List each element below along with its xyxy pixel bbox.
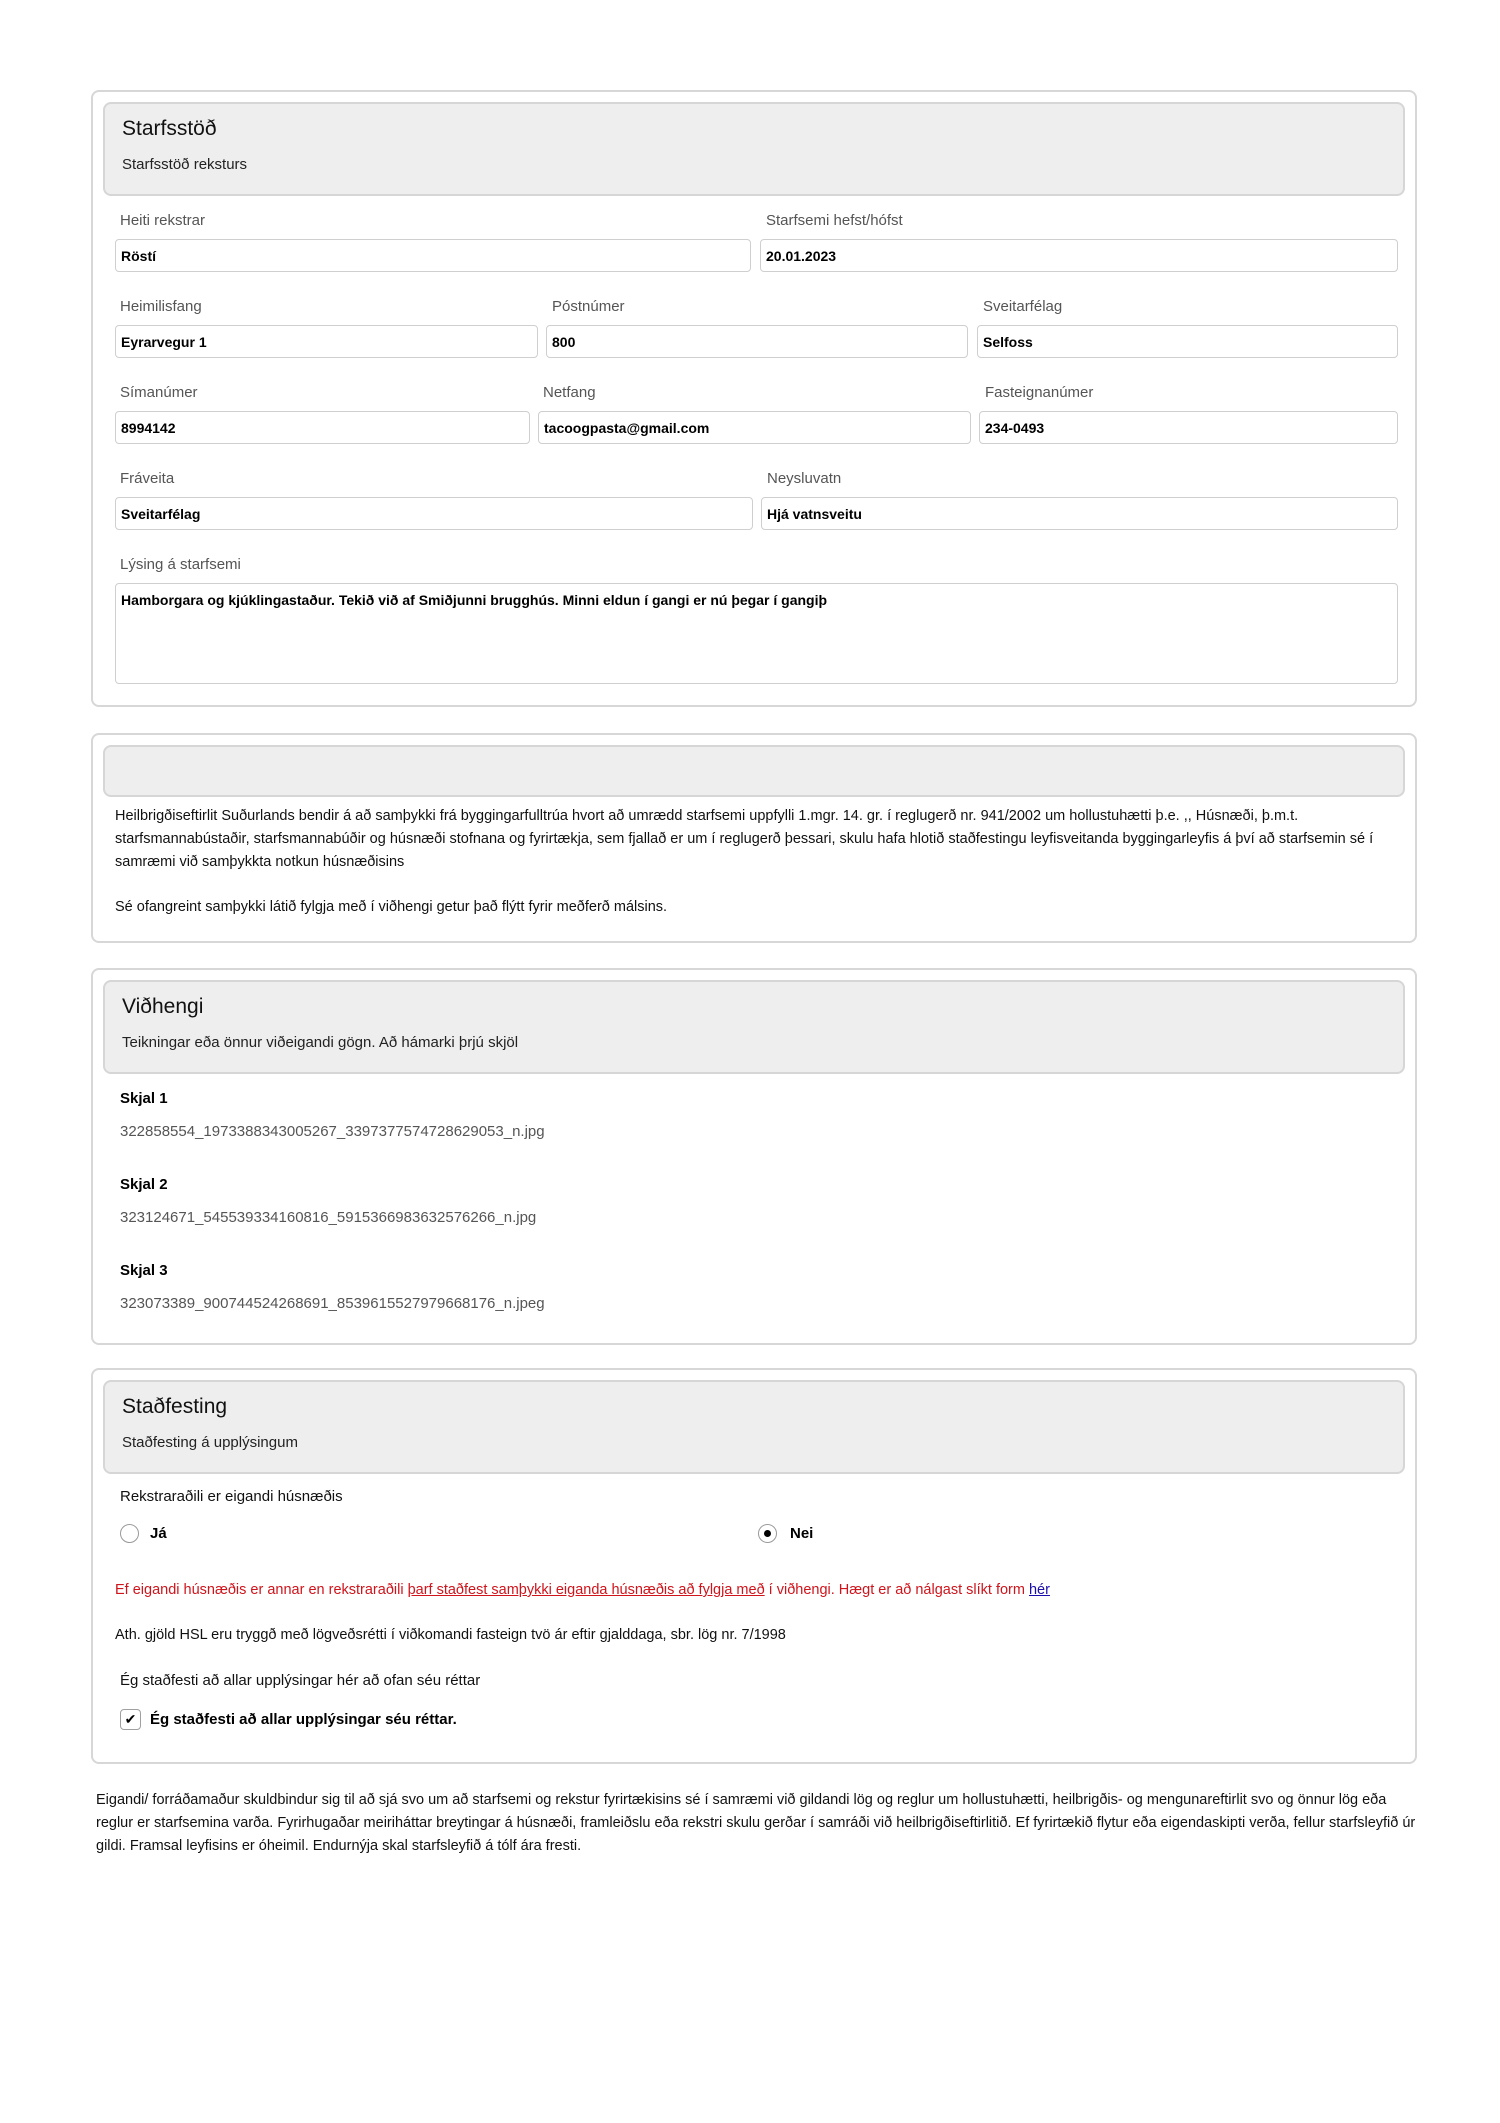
notice-header [103, 745, 1405, 797]
fasteignanumer-label: Fasteignanúmer [985, 384, 1094, 401]
fraveita-field[interactable]: Sveitarfélag [115, 497, 753, 530]
postnumer-label: Póstnúmer [552, 298, 625, 315]
lysing-textarea[interactable]: Hamborgara og kjúklingastaður. Tekið við af Smiðjunni brugghús. Minni eldun í gangi er nú þegar í gangiþ [115, 583, 1398, 684]
fee-note: Ath. gjöld HSL eru tryggð með lögveðsrétti í viðkomandi fasteign tvö ár eftir gjalddaga, sbr. lög nr. 7/1998 [115, 1627, 786, 1643]
vidhengi-title: Viðhengi [122, 995, 204, 1018]
starfsstod-subtitle: Starfsstöð reksturs [122, 156, 248, 173]
notice-paragraph-2: Sé ofangreint samþykki látið fylgja með í viðhengi getur það flýtt fyrir meðferð málsins. [115, 899, 668, 915]
netfang-label: Netfang [543, 384, 596, 401]
neysluvatn-field[interactable]: Hjá vatnsveitu [761, 497, 1398, 530]
neysluvatn-label: Neysluvatn [767, 470, 842, 487]
simanumer-field[interactable]: 8994142 [115, 411, 530, 444]
lysing-label: Lýsing á starfsemi [120, 556, 241, 573]
stadfesting-title: Staðfesting [122, 1395, 228, 1418]
doc-2-label: Skjal 2 [120, 1176, 168, 1193]
warning-text-post: í viðhengi. Hægt er að nálgast slíkt form [764, 1582, 1029, 1598]
warning-text-pre: Ef eigandi húsnæðis er annar en rekstraraðili [115, 1582, 408, 1598]
sveitarfelag-label: Sveitarfélag [983, 298, 1063, 315]
warning-text-underlined: þarf staðfest samþykki eiganda húsnæðis að fylgja með [407, 1582, 765, 1598]
stadfesting-panel [91, 1368, 1417, 1764]
owner-question: Rekstraraðili er eigandi húsnæðis [120, 1488, 343, 1505]
stadfesting-header [103, 1380, 1405, 1474]
hofst-field[interactable]: 20.01.2023 [760, 239, 1398, 272]
vidhengi-header [103, 980, 1405, 1074]
heiti-label: Heiti rekstrar [120, 212, 206, 229]
vidhengi-panel [91, 968, 1417, 1345]
stadfesting-subtitle: Staðfesting á upplýsingum [122, 1434, 298, 1451]
starfsstod-title: Starfsstöð [122, 117, 217, 140]
doc-3-label: Skjal 3 [120, 1262, 168, 1279]
owner-warning [115, 1579, 1405, 1602]
heimilisfang-label: Heimilisfang [120, 298, 202, 315]
doc-3-file[interactable]: 323073389_900744524268691_8539615527979668176_n.jpeg [120, 1295, 545, 1312]
notice-paragraph: Heilbrigðiseftirlit Suðurlands bendir á að samþykki frá byggingarfulltrúa hvort að umrædd starfsemi uppfylli 1.mgr. 14. gr. í reglugerð nr. 941/2002 um hollustuhætti þ.e. ,, Húsnæði, þ.m.t. starfsmannabústaðir, starfsmannabúðir og húsnæði stofnana og fyrirtækja, sem fjallað er um í reglugerð þessari, skulu hafa hlotið staðfestingu leyfisveitanda byggingarleyfis á því að starfsemin sé í samræmi við samþykkta notkun húsnæðisins [115, 808, 1374, 870]
sveitarfelag-field[interactable]: Selfoss [977, 325, 1398, 358]
fasteignanumer-field[interactable]: 234-0493 [979, 411, 1398, 444]
simanumer-label: Símanúmer [120, 384, 198, 401]
radio-ja-label: Já [150, 1525, 167, 1542]
doc-1-label: Skjal 1 [120, 1090, 168, 1107]
radio-nei[interactable] [758, 1524, 777, 1543]
netfang-field[interactable]: tacoogpasta@gmail.com [538, 411, 971, 444]
postnumer-field[interactable]: 800 [546, 325, 968, 358]
starfsstod-header [103, 102, 1405, 196]
confirm-checkbox-label: Ég staðfesti að allar upplýsingar séu réttar. [150, 1711, 457, 1728]
form-link[interactable]: hér [1028, 1582, 1050, 1598]
notice-panel [91, 733, 1417, 943]
hofst-label: Starfsemi hefst/hófst [766, 212, 903, 229]
starfsstod-panel [91, 90, 1417, 707]
radio-ja[interactable] [120, 1524, 139, 1543]
heimilisfang-field[interactable]: Eyrarvegur 1 [115, 325, 538, 358]
confirm-question: Ég staðfesti að allar upplýsingar hér að ofan séu réttar [120, 1672, 481, 1689]
doc-1-file[interactable]: 322858554_1973388343005267_3397377574728629053_n.jpg [120, 1123, 545, 1140]
confirm-checkbox[interactable]: ✔ [120, 1709, 141, 1730]
doc-2-file[interactable]: 323124671_545539334160816_5915366983632576266_n.jpg [120, 1209, 537, 1226]
heiti-field[interactable]: Röstí [115, 239, 751, 272]
vidhengi-subtitle: Teikningar eða önnur viðeigandi gögn. Að hámarki þrjú skjöl [122, 1034, 519, 1051]
radio-nei-label: Nei [790, 1525, 814, 1542]
fraveita-label: Fráveita [120, 470, 175, 487]
footer-terms: Eigandi/ forráðamaður skuldbindur sig til að sjá svo um að starfsemi og rekstur fyrirtækisins sé í samræmi við gildandi lög og reglur um hollustuhætti, heilbrigðis- og mengunareftirlit svo og önnur lög eða reglur er starfsemina varða. Fyrirhugaðar meiriháttar breytingar á húsnæði, framleiðslu eða rekstri skulu gerðar í samráði við heilbrigðiseftirlitið. Ef fyrirtækið flytur eða eigendaskipti verða, fellur starfsleyfið úr gildi. Framsal leyfisins er óheimil. Endurnýja skal starfsleyfið á tólf ára fresti. [96, 1792, 1416, 1854]
